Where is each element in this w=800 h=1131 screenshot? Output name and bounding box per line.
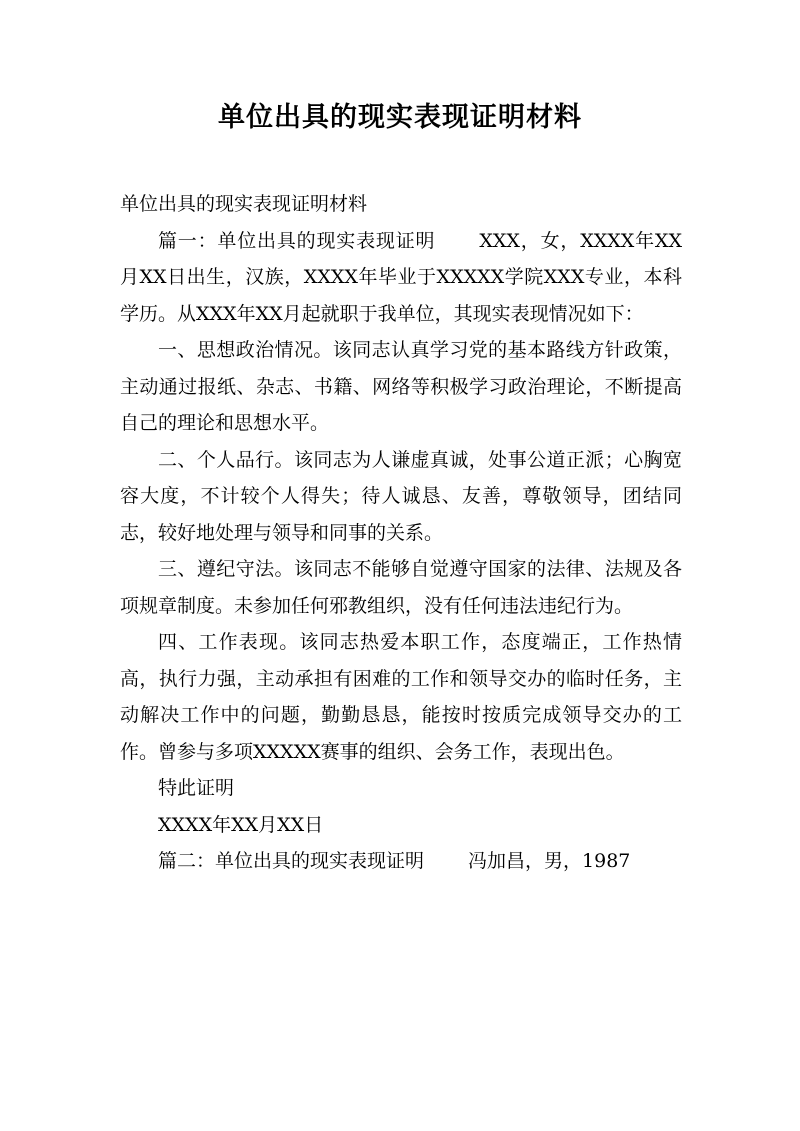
section-heading-1: 篇一：单位出具的现实表现证明	[158, 229, 436, 252]
paragraph-political: 一、思想政治情况。该同志认真学习党的基本路线方针政策，主动通过报纸、杂志、书籍、网络等积极学习政治理论，不断提高自己的理论和思想水平。	[120, 339, 682, 434]
document-date: XXXX年XX月XX日	[158, 813, 324, 836]
document-body	[120, 186, 682, 880]
document-title: 单位出具的现实表现证明材料	[218, 102, 582, 133]
paragraph-work: 四、工作表现。该同志热爱本职工作，态度端正，工作热情高，执行力强，主动承担有困难的工作和领导交办的临时任务，主动解决工作中的问题，勤勤恳恳，能按时按质完成领导交办的工作。曾参与多项XXXXX赛事的组织、会务工作，表现出色。	[120, 631, 682, 763]
paragraph-2	[120, 843, 682, 880]
document-subtitle: 单位出具的现实表现证明材料	[120, 193, 368, 215]
paragraph-2-text: 冯加昌，男，1987	[468, 850, 631, 872]
paragraph-law: 三、遵纪守法。该同志不能够自觉遵守国家的法律、法规及各项规章制度。未参加任何邪教组织，没有任何违法违纪行为。	[120, 558, 682, 617]
section-heading-2: 篇二：单位出具的现实表现证明	[158, 850, 425, 872]
paragraph-1-text: XXX，女，XXXX年XX月XX日出生，汉族，XXXX年毕业于XXXXX学院XXX专业，本科学历。从XXX年XX月起就职于我单位，其现实表现情况如下：	[120, 229, 682, 325]
paragraph-character: 二、个人品行。该同志为人谦虚真诚，处事公道正派；心胸宽容大度，不计较个人得失；待人诚恳、友善，尊敬领导，团结同志，较好地处理与领导和同事的关系。	[120, 448, 682, 544]
paragraph-1	[120, 223, 682, 333]
closing-statement: 特此证明	[158, 777, 235, 799]
